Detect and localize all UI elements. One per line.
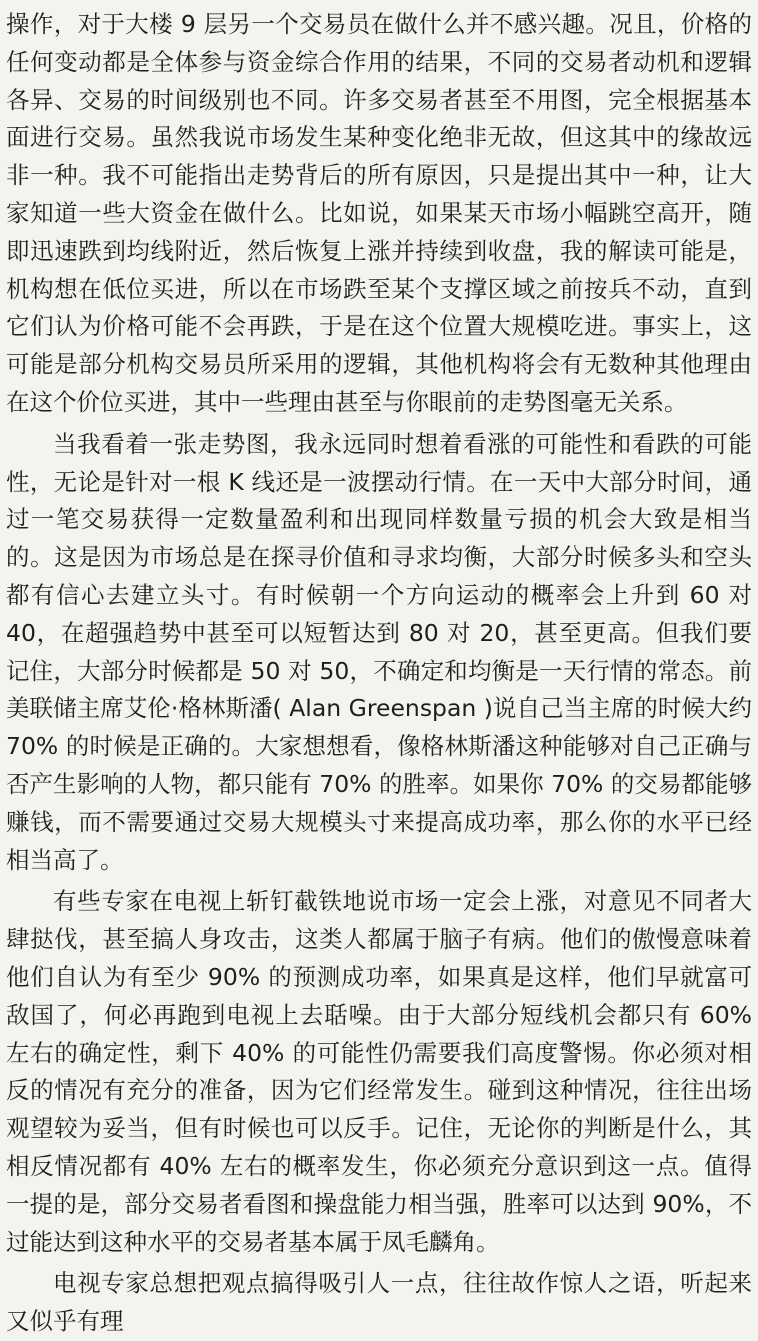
paragraph-cut-off: 电视专家总想把观点搞得吸引人一点，往往故作惊人之语，听起来又似乎有理	[6, 1269, 752, 1336]
paragraph-tv-experts: 有些专家在电视上斩钉截铁地说市场一定会上涨，对意见不同者大肆挞伐，甚至搞人身攻击，这类人都属于脑子有病。他们的傲慢意味着他们自认为有至少 90% 的预测成功率，如果真是这样，他们早就富可敌国了，何必再跑到电视上去聒噪。由于大部分短线机会都只有 60% 左右的确定性，剩下 40% 的可能性仍需要我们高度警惕。你必须对相反的情况有充分的准备，因为它们经常发生。碰到这种情况，往往出场观望较为妥当，但有时候也可以反手。记住，无论你的判断是什么，其相反情况都有 40% 左右的概率发生，你必须充分意识到这一点。值得一提的是，部分交易者看图和操盘能力相当强，胜率可以达到 90%，不过能达到这种水平的交易者基本属于凤毛麟角。	[6, 887, 752, 1256]
paragraph-probability: 当我看着一张走势图，我永远同时想着看涨的可能性和看跌的可能性，无论是针对一根 K 线还是一波摆动行情。在一天中大部分时间，通过一笔交易获得一定数量盈利和出现同样数量亏损的机会大致是相当的。这是因为市场总是在探寻价值和寻求均衡，大部分时候多头和空头都有信心去建立头寸。有时候朝一个方向运动的概率会上升到 60 对 40，在超强趋势中甚至可以短暂达到 80 对 20，甚至更高。但我们要记住，大部分时候都是 50 对 50，不确定和均衡是一天行情的常态。前美联储主席艾伦·格林斯潘( Alan Greenspan )说自己当主席的时候大约 70% 的时候是正确的。大家想想看，像格林斯潘这种能够对自己正确与否产生影响的人物，都只能有 70% 的胜率。如果你 70% 的交易都能够赚钱，而不需要通过交易大规模头寸来提高成功率，那么你的水平已经相当高了。	[6, 429, 752, 874]
paragraph-continued: 操作，对于大楼 9 层另一个交易员在做什么并不感兴趣。况且，价格的任何变动都是全体参与资金综合作用的结果，不同的交易者动机和逻辑各异、交易的时间级别也不同。许多交易者甚至不用图，完全根据基本面进行交易。虽然我说市场发生某种变化绝非无故，但这其中的缘故远非一种。我不可能指出走势背后的所有原因，只是提出其中一种，让大家知道一些大资金在做什么。比如说，如果某天市场小幅跳空高开，随即迅速跌到均线附近，然后恢复上涨并持续到收盘，我的解读可能是，机构想在低位买进，所以在市场跌至某个支撑区域之前按兵不动，直到它们认为价格可能不会再跌，于是在这个位置大规模吃进。事实上，这可能是部分机构交易员所采用的逻辑，其他机构将会有无数种其他理由在这个价位买进，其中一些理由甚至与你眼前的走势图毫无关系。	[6, 10, 752, 416]
